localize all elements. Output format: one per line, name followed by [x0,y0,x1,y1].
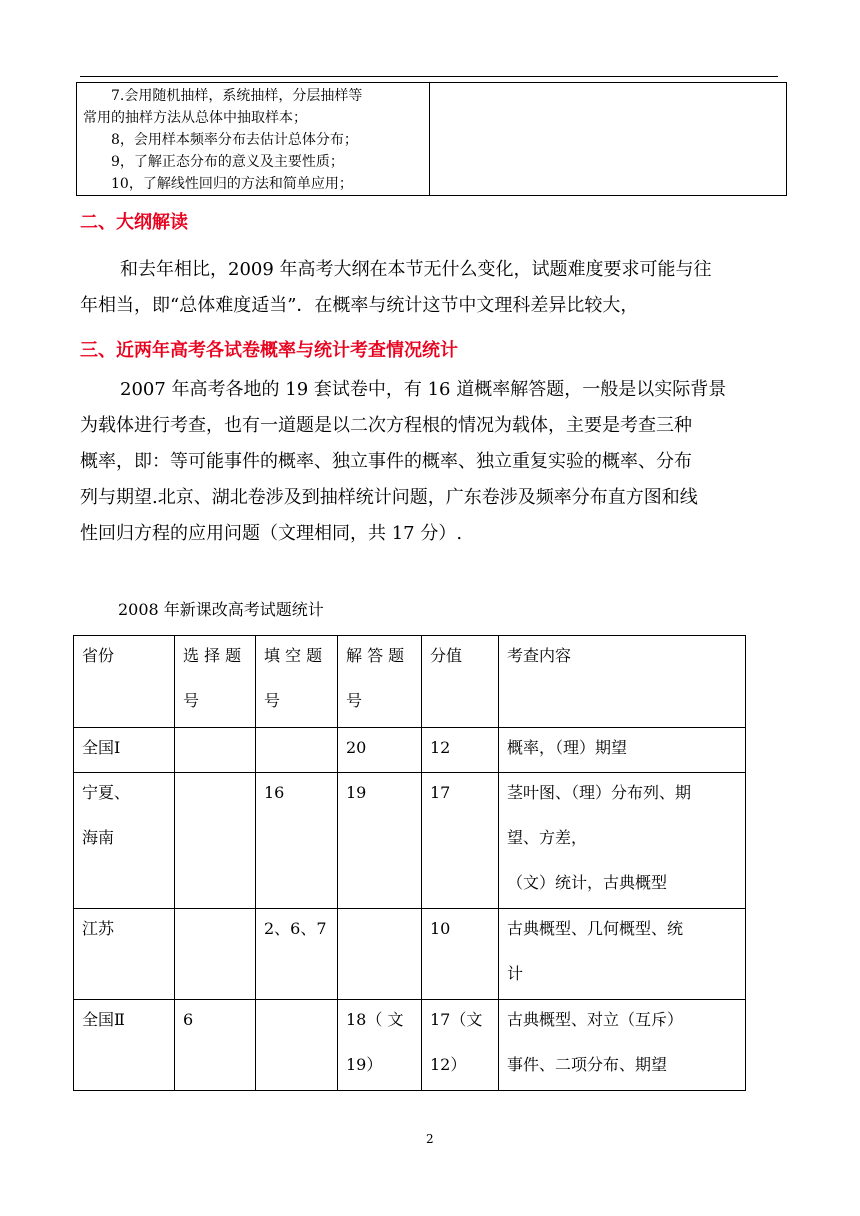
table-cell [499,773,746,909]
cell-line: 省份 [82,646,115,665]
table-cell [175,773,256,909]
table-caption: 2008 年新课改高考试题统计 [118,600,324,619]
paragraph-line: 2007 年高考各地的 19 套试卷中，有 16 道概率解答题，一般是以实际背景 [120,379,727,400]
cell-line: 6 [183,1010,194,1029]
cell-line: 19） [346,1055,383,1074]
cell-line: 18（ 文 [346,1010,404,1029]
paragraph-line: 为载体进行考查，也有一道题是以二次方程根的情况为载体，主要是考查三种 [80,415,692,436]
cell-line: 19 [346,783,367,802]
table-header-cell [175,636,256,728]
objective-line: 10，了解线性回归的方法和简单应用； [111,176,353,192]
table-cell [74,728,175,773]
cell-line: 计 [507,964,524,983]
table-cell [175,909,256,1000]
cell-line: 江苏 [82,919,115,938]
table-header-row [74,636,746,728]
cell-line: 17（文 [430,1010,483,1029]
cell-line: 17 [430,783,451,802]
table-cell [422,728,499,773]
table-cell [74,1000,175,1091]
table-cell [499,728,746,773]
table-cell [338,1000,422,1091]
section-heading-outline: 二、大纲解读 [80,212,188,233]
cell-line: 宁夏、 [82,783,131,802]
table-cell [256,909,338,1000]
table-cell [175,1000,256,1091]
table-row [74,728,746,773]
statistics-paragraph [80,372,780,552]
table-row [74,773,746,909]
table-cell [74,909,175,1000]
objective-line: 常用的抽样方法从总体中抽取样本； [83,110,307,126]
header-rule [80,76,778,77]
table-cell [256,1000,338,1091]
cell-line: 2、6、7 [264,919,327,938]
cell-line: 考查内容 [507,646,572,665]
cell-line: 12） [430,1055,467,1074]
table-header-cell [338,636,422,728]
table-cell [74,773,175,909]
page-number: 2 [426,1132,434,1146]
objective-line: 9，了解正态分布的意义及主要性质； [111,154,344,170]
cell-line: （文）统计，古典概型 [507,873,668,892]
objectives-list [83,85,427,195]
paragraph-line: 和去年相比，2009 年高考大纲在本节无什么变化，试题难度要求可能与往 [120,259,712,280]
cell-line: 12 [430,738,451,757]
cell-line: 选 择 题 [183,646,242,665]
box-divider [429,83,430,195]
table-cell [338,909,422,1000]
cell-line: 全国Ⅱ [82,1010,125,1029]
table-header-cell [256,636,338,728]
table-header-cell [74,636,175,728]
table-header-cell [422,636,499,728]
cell-line: 海南 [82,828,115,847]
cell-line: 古典概型、几何概型、统 [507,919,684,938]
cell-line: 茎叶图、（理）分布列、期 [507,783,692,802]
cell-line: 号 [183,691,200,710]
table-cell [499,1000,746,1091]
objective-line: 7.会用随机抽样，系统抽样，分层抽样等 [111,88,363,104]
paragraph-line: 性回归方程的应用问题（文理相同，共 17 分）. [80,523,463,544]
exam-statistics-table [73,635,746,1091]
table-cell [422,773,499,909]
cell-line: 20 [346,738,367,757]
table-cell [422,1000,499,1091]
cell-line: 古典概型、对立（互斥） [507,1010,684,1029]
table-cell [175,728,256,773]
table-row [74,1000,746,1091]
table-cell [499,909,746,1000]
paragraph-line: 概率，即：等可能事件的概率、独立事件的概率、独立重复实验的概率、分布 [80,451,692,472]
cell-line: 号 [264,691,281,710]
outline-paragraph [80,252,780,324]
table-cell [422,909,499,1000]
cell-line: 事件、二项分布、期望 [507,1055,668,1074]
table-header-cell [499,636,746,728]
cell-line: 号 [346,691,363,710]
table-cell [256,728,338,773]
cell-line: 解 答 题 [346,646,405,665]
table-cell [256,773,338,909]
cell-line: 填 空 题 [264,646,323,665]
cell-line: 全国Ⅰ [82,738,121,757]
section-heading-statistics: 三、近两年高考各试卷概率与统计考查情况统计 [80,340,458,361]
table-cell [338,728,422,773]
objective-line: 8，会用样本频率分布去估计总体分布； [111,132,358,148]
paragraph-line: 年相当，即“总体难度适当”．在概率与统计这节中文理科差异比较大， [80,295,639,316]
objectives-box [76,82,787,196]
table-cell [338,773,422,909]
cell-line: 分值 [430,646,463,665]
paragraph-line: 列与期望.北京、湖北卷涉及到抽样统计问题，广东卷涉及频率分布直方图和线 [80,487,698,508]
cell-line: 10 [430,919,451,938]
table-row [74,909,746,1000]
cell-line: 16 [264,783,285,802]
cell-line: 概率，（理）期望 [507,738,628,757]
cell-line: 望、方差， [507,828,588,847]
